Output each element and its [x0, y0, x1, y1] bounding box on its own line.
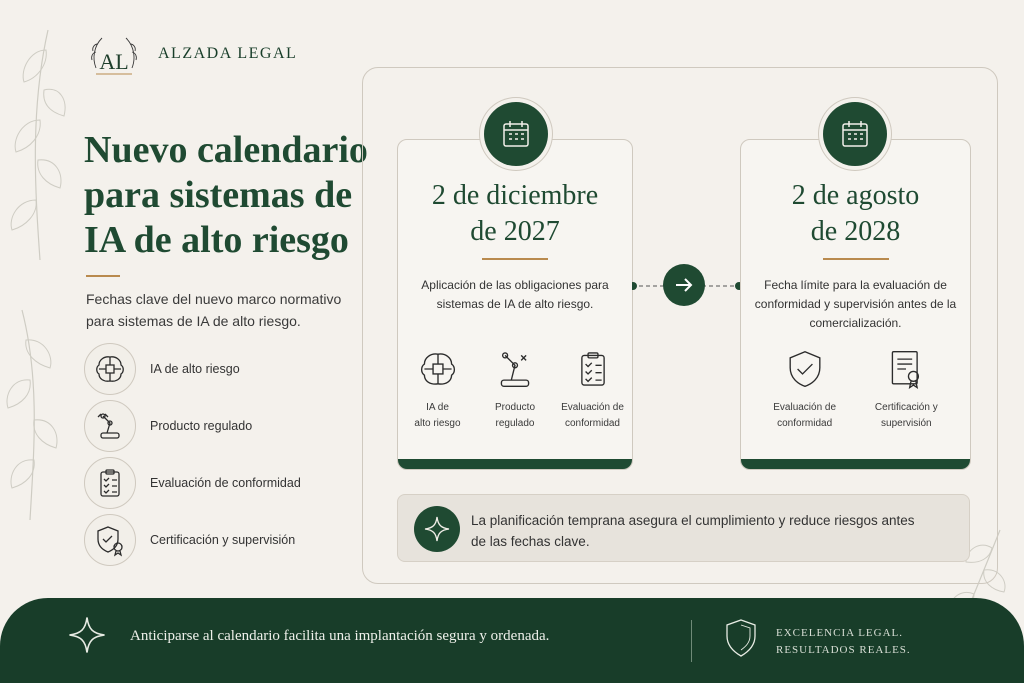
robot-arm-icon — [494, 348, 536, 390]
legend-label: IA de alto riesgo — [150, 361, 240, 376]
brand-name: ALZADA LEGAL — [158, 45, 298, 62]
note-text: La planificación temprana asegura el cumplimiento y reduce riesgos antes de las fechas clave. — [471, 513, 915, 549]
svg-text:AL: AL — [99, 49, 129, 74]
milestone-icon-item — [868, 348, 944, 432]
milestone-description: Fecha límite para la evaluación de conformidad y supervisión antes de la comercialización. — [754, 278, 957, 330]
brand-logo — [88, 30, 140, 78]
brain-chip-icon — [84, 343, 136, 395]
brand-header — [88, 30, 297, 78]
sparkle-icon — [414, 506, 460, 552]
legend-item — [84, 340, 301, 397]
milestone-icons — [741, 348, 970, 432]
laurel-logo-icon — [88, 30, 140, 78]
footer-divider — [691, 620, 692, 662]
milestone-icon-item — [555, 348, 631, 432]
arrow-right-icon — [663, 264, 705, 306]
date-line: de 2027 — [470, 216, 560, 247]
milestone-description: Aplicación de las obligaciones para sistemas de IA de alto riesgo. — [421, 278, 609, 311]
shield-award-icon — [84, 514, 136, 566]
sparkle-icon — [68, 616, 106, 654]
checklist-icon — [84, 457, 136, 509]
footer-bar — [0, 598, 1024, 683]
calendar-icon — [484, 102, 548, 166]
milestone-icon-item — [477, 348, 553, 432]
milestone-card-2 — [740, 139, 971, 470]
legend-label: Evaluación de conformidad — [150, 475, 301, 490]
footer-text: Anticiparse al calendario facilita una implantación segura y ordenada. — [130, 628, 550, 644]
checklist-icon — [572, 348, 614, 390]
card-bottom-bar — [398, 459, 632, 469]
page-subtitle: Fechas clave del nuevo marco normativo para sistemas de IA de alto riesgo. — [86, 291, 342, 329]
milestone-card-1 — [397, 139, 633, 470]
legend-item — [84, 511, 301, 568]
shield-check-icon — [784, 348, 826, 390]
milestone-icon-label: IA de alto riesgo — [414, 402, 461, 429]
calendar-icon — [823, 102, 887, 166]
page-title: Nuevo calendario para sistemas de IA de alto riesgo — [84, 129, 368, 261]
legend-label: Certificación y supervisión — [150, 532, 296, 547]
shield-icon — [724, 618, 758, 658]
legend-label: Producto regulado — [150, 418, 253, 433]
card-bottom-bar — [741, 459, 970, 469]
milestone-icon-label: Evaluación de conformidad — [773, 402, 837, 429]
milestone-icon-label: Certificación y supervisión — [874, 402, 938, 429]
date-line: 2 de diciembre — [431, 180, 599, 211]
leaf-decoration-top-left — [0, 20, 70, 260]
certificate-icon — [885, 348, 927, 390]
card-divider — [482, 258, 548, 260]
milestone-date — [741, 178, 970, 250]
title-divider — [86, 275, 120, 277]
milestone-date — [398, 178, 632, 250]
card-divider — [823, 258, 889, 260]
info-note — [397, 494, 970, 562]
milestone-icon-label: Evaluación de conformidad — [561, 402, 624, 429]
robot-arm-icon — [84, 400, 136, 452]
milestone-icon-item — [767, 348, 843, 432]
date-line: 2 de agosto — [791, 180, 920, 211]
date-line: de 2028 — [810, 216, 901, 247]
leaf-decoration-mid-left — [0, 300, 70, 520]
brain-chip-icon — [417, 348, 459, 390]
milestone-icon-label: Producto regulado — [494, 402, 536, 429]
milestone-icons — [398, 348, 632, 432]
legend-item — [84, 397, 301, 454]
footer-motto: EXCELENCIA LEGAL. RESULTADOS REALES. — [776, 627, 911, 656]
milestone-icon-item — [400, 348, 476, 432]
legend-item — [84, 454, 301, 511]
legend-list — [84, 340, 301, 568]
